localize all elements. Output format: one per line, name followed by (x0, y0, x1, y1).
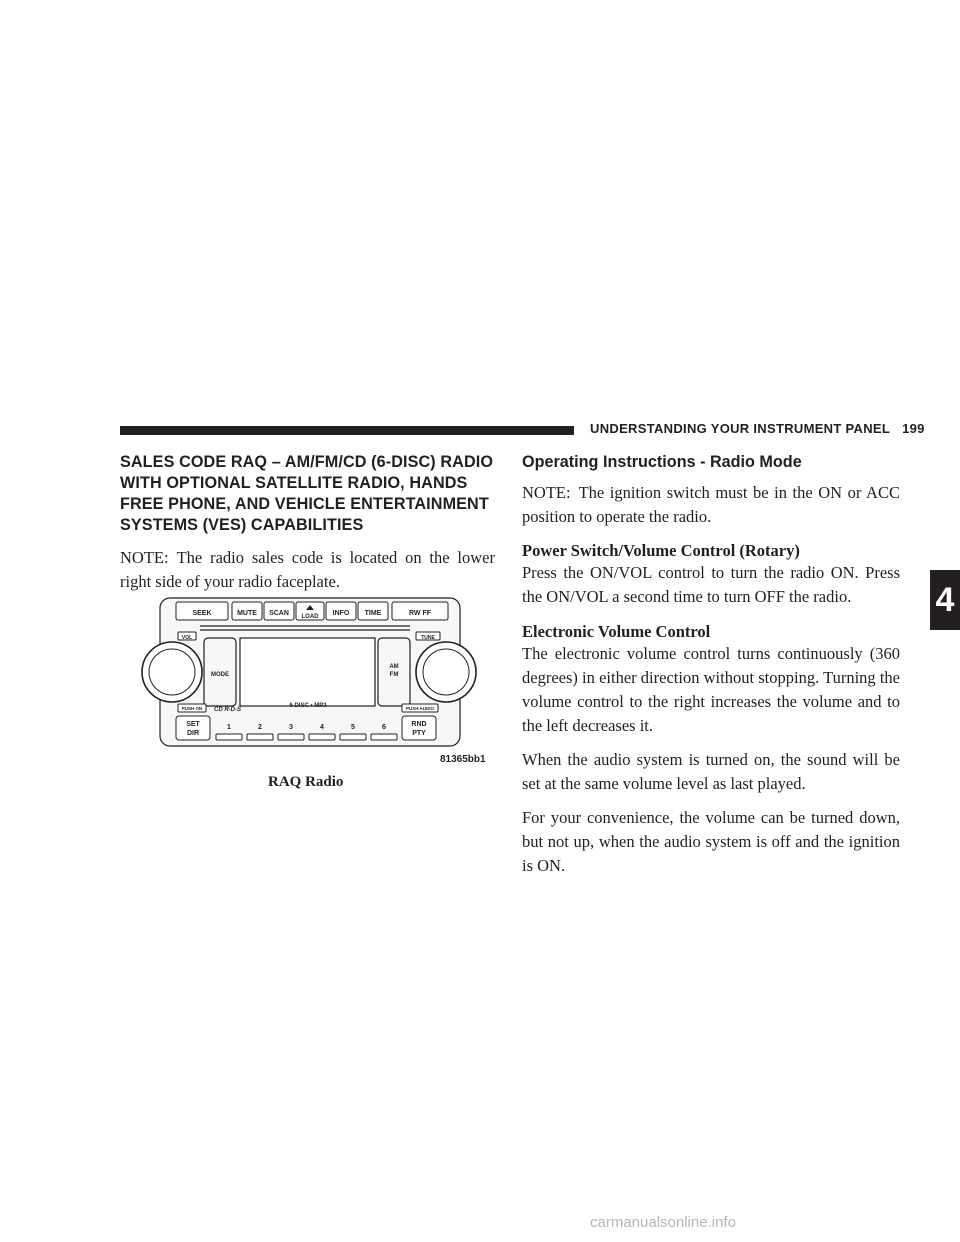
volume-control-text: The electronic volume control turns continuously (360 degrees) in either direction without stopping. Turning the volume control to the right increases the volume and to the left decreases it. (522, 644, 900, 735)
seek-button-label: SEEK (192, 610, 212, 617)
preset-2-label: 2 (258, 724, 262, 731)
pty-label: PTY (412, 730, 426, 737)
operating-instructions-title: Operating Instructions - Radio Mode (522, 453, 802, 471)
preset-4-label: 4 (320, 724, 324, 731)
info-button-label: INFO (332, 610, 350, 617)
load-button-label: LOAD (301, 614, 319, 620)
note-label: NOTE: (522, 483, 571, 502)
left-column (120, 452, 495, 594)
note-text: The radio sales code is located on the lower right side of your radio faceplate. (120, 548, 495, 591)
radio-faceplate-illustration (140, 588, 480, 748)
vol-label: VOL (181, 635, 193, 641)
rwff-button-label: RW FF (408, 610, 432, 617)
push-on-label: PUSH ON (181, 706, 203, 711)
fm-label: FM (389, 672, 399, 678)
left-note (120, 546, 495, 594)
volume-control-title: Electronic Volume Control (522, 622, 711, 641)
page-number: 199 (902, 421, 925, 436)
scan-button-label: SCAN (269, 610, 289, 617)
brand-label: CD R-D-S (214, 707, 241, 713)
preset-5-label: 5 (351, 724, 355, 731)
note-text: The ignition switch must be in the ON or ACC position to operate the radio. (522, 483, 900, 526)
tune-label: TUNE (421, 635, 435, 641)
mute-button-label: MUTE (237, 610, 257, 617)
header-rule (120, 426, 574, 435)
preset-1-label: 1 (227, 724, 231, 731)
set-label: SET (186, 721, 200, 728)
figure-code: 81365bb1 (440, 754, 486, 765)
preset-6-label: 6 (382, 724, 386, 731)
power-switch-text: Press the ON/VOL control to turn the radio ON. Press the ON/VOL a second time to turn OFF the radio. (522, 563, 900, 606)
rnd-label: RND (411, 721, 427, 728)
figure-caption: RAQ Radio (268, 774, 344, 790)
audio-on-text: When the audio system is turned on, the sound will be set at the same volume level as last played. (522, 750, 900, 793)
header-section: UNDERSTANDING YOUR INSTRUMENT PANEL (590, 421, 891, 436)
dir-label: DIR (186, 730, 200, 737)
radio-figure (140, 588, 500, 818)
convenience-text: For your convenience, the volume can be turned down, but not up, when the audio system is off and the ignition is ON. (522, 808, 900, 875)
note-label: NOTE: (120, 548, 169, 567)
push-audio-label: PUSH AUDIO (405, 706, 435, 711)
mode-label: MODE (211, 672, 229, 678)
power-switch-title: Power Switch/Volume Control (Rotary) (522, 541, 800, 560)
am-label: AM (389, 664, 399, 670)
right-note (522, 481, 900, 529)
time-button-label: TIME (364, 610, 382, 617)
chapter-tab: 4 (930, 570, 960, 630)
right-column (522, 452, 900, 878)
preset-3-label: 3 (289, 724, 293, 731)
running-header (590, 421, 925, 436)
disc-label: 6 DISC • MP3 (289, 703, 327, 709)
section-title: SALES CODE RAQ – AM/FM/CD (6-DISC) RADIO WITH OPTIONAL SATELLITE RADIO, HANDS FREE PHONE, AND VEHICLE ENTERTAINMENT SYSTEMS (VES) CAPABILITIES (120, 453, 494, 534)
watermark: carmanualsonline.info (590, 1214, 736, 1231)
